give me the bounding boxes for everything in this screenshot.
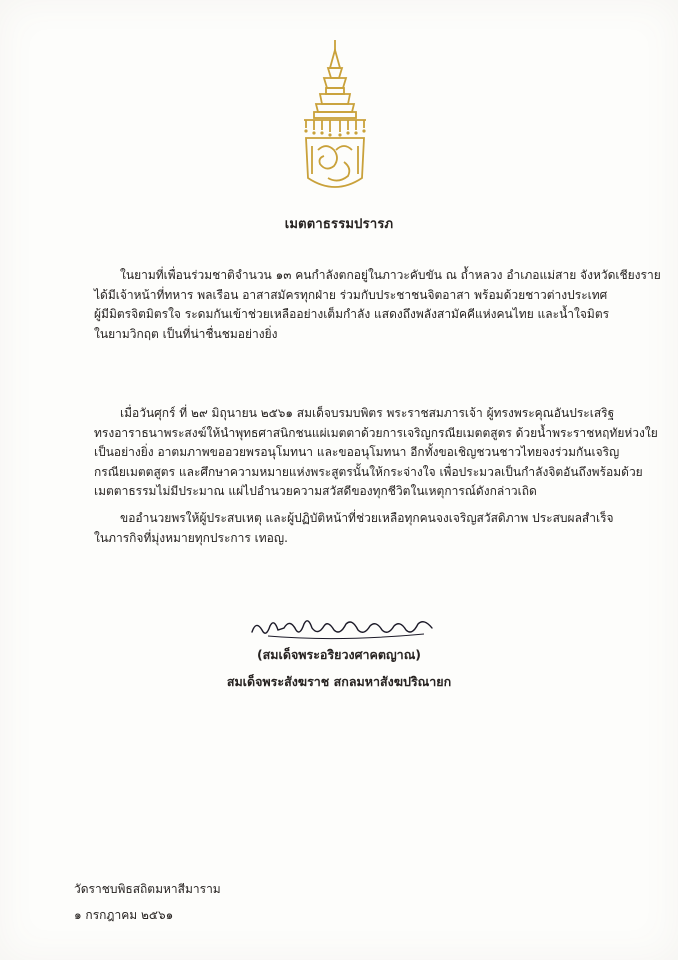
paragraph-line: กรณียเมตตสูตร และศึกษาความหมายแห่งพระสูตรนั้นให้กระจ่างใจ เพื่อประมวลเป็นกำลังจิตอันถึงพร้อมด้วย [94, 464, 643, 479]
paragraph-line: ในยามวิกฤต เป็นที่น่าชื่นชมอย่างยิ่ง [94, 326, 278, 341]
handwritten-signature [248, 612, 438, 642]
body-paragraph-3 [94, 509, 614, 548]
paragraph-line: เป็นอย่างยิ่ง อาตมภาพขออวยพรอนุโมทนา และขออนุโมทนา อีกทั้งขอเชิญชวนชาวไทยจงร่วมกันเจริญ [94, 445, 620, 459]
paragraph-line: ผู้มีมิตรจิตมิตรใจ ระดมกันเข้าช่วยเหลืออย่างเต็มกำลัง แสดงถึงพลังสามัคคีแห่งคนไทย และน้ำใจมิตร [94, 307, 610, 321]
body-paragraph-2 [94, 404, 658, 502]
paragraph-line: เมตตาธรรมไม่มีประมาณ แผ่ไปอำนวยความสวัสดีของทุกชีวิตในเหตุการณ์ดังกล่าวเถิด [94, 484, 537, 498]
document-title: เมตตาธรรมปรารภ [284, 217, 394, 232]
body-paragraph-1 [94, 266, 661, 344]
paragraph-line: ได้มีเจ้าหน้าที่ทหาร พลเรือน อาสาสมัครทุกฝ่าย ร่วมกับประชาชนจิตอาสา พร้อมด้วยชาวต่างประเทศ [94, 287, 608, 302]
temple-name: วัดราชบพิธสถิตมหาสีมาราม [74, 882, 221, 896]
paragraph-line: เมื่อวันศุกร์ ที่ ๒๙ มิถุนายน ๒๕๖๑ สมเด็จบรมบพิตร พระราชสมภารเจ้า ผู้ทรงพระคุณอันประเสริฐ [120, 406, 615, 420]
signatory-name: (สมเด็จพระอริยวงศาคตญาณ) [256, 647, 422, 662]
paragraph-line: ทรงอาราธนาพระสงฆ์ให้นำพุทธศาสนิกชนแผ่เมตตาด้วยการเจริญกรณียเมตตสูตร ด้วยน้ำพระราชหฤทัยห่วงใย [94, 425, 658, 440]
royal-emblem-icon [290, 38, 380, 198]
document-date: ๑ กรกฎาคม ๒๕๖๑ [74, 908, 174, 922]
paragraph-line: ขออำนวยพรให้ผู้ประสบเหตุ และผู้ปฏิบัติหน้าที่ช่วยเหลือทุกคนจงเจริญสวัสดิภาพ ประสบผลสำเร็จ [120, 511, 614, 525]
paragraph-line: ในยามที่เพื่อนร่วมชาติจำนวน ๑๓ คนกำลังตกอยู่ในภาวะคับขัน ณ ถ้ำหลวง อำเภอแม่สาย จังหวัดเชียงราย [120, 268, 661, 282]
signatory-title: สมเด็จพระสังฆราช สกลมหาสังฆปริณายก [226, 674, 452, 689]
paragraph-line: ในภารกิจที่มุ่งหมายทุกประการ เทอญ. [94, 530, 288, 545]
